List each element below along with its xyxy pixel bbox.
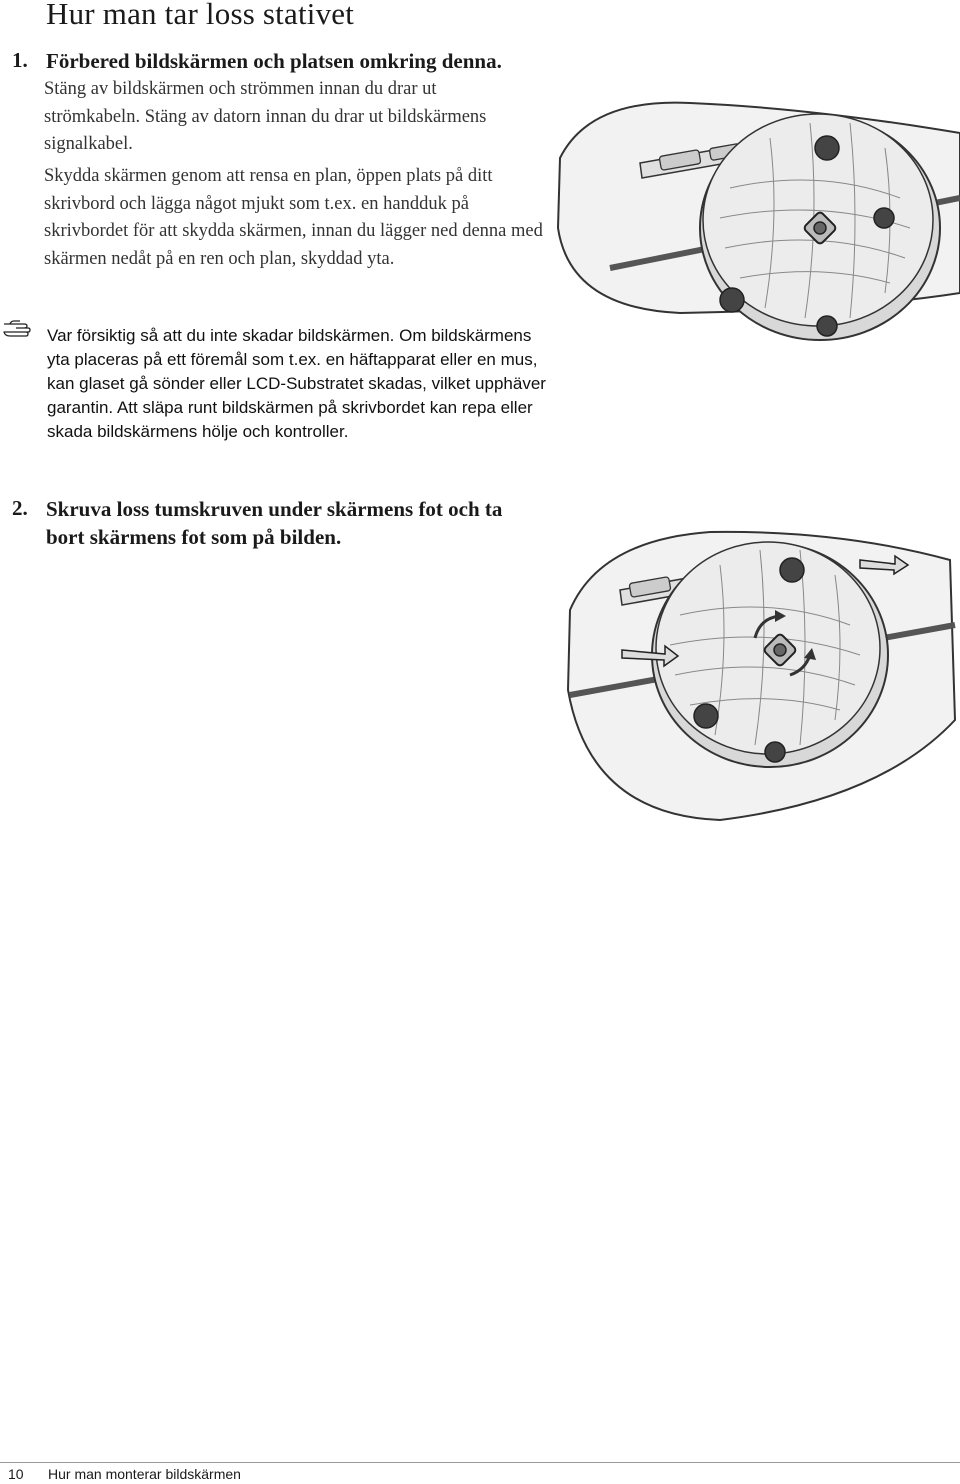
step-1-number: 1. bbox=[12, 48, 28, 72]
page-title: Hur man tar loss stativet bbox=[46, 0, 355, 31]
step-2-heading: Skruva loss tumskruven under skärmens fot och ta bort skärmens fot som på bilden. bbox=[46, 497, 503, 549]
caution-note: Var försiktig så att du inte skadar bildskärmen. Om bildskärmens yta placeras på ett föremål som t.ex. en häftapparat eller en mus, kan glaset gå sönder eller LCD-Substratet skadas, vilket upphäver garantin. Att släpa runt bildskärmen på skrivbordet kan repa eller skada bildskärmens hölje och kontroller. bbox=[47, 326, 546, 441]
page-number: 10 bbox=[8, 1466, 24, 1482]
pointing-hand-icon bbox=[2, 318, 36, 338]
step-1-heading: Förbered bildskärmen och platsen omkring denna. bbox=[46, 49, 502, 73]
remove-stand-illustration bbox=[560, 520, 960, 830]
step-1-paragraph-1: Stäng av bildskärmen och strömmen innan du drar ut strömkabeln. Stäng av datorn innan du drar ut bildskärmens signalkabel. bbox=[44, 79, 487, 154]
monitor-face-down-illustration bbox=[550, 78, 960, 350]
footer-rule bbox=[0, 1462, 960, 1463]
step-2-number: 2. bbox=[12, 496, 28, 520]
footer-section-title: Hur man monterar bildskärmen bbox=[48, 1466, 241, 1482]
step-1-paragraph-2: Skydda skärmen genom att rensa en plan, öppen plats på ditt skrivbord och lägga något mjukt som t.ex. en handduk på skrivbordet för att skydda skärmen, innan du lägger ned denna med skärmen nedåt på en ren och plan, skyddad yta. bbox=[44, 166, 543, 269]
